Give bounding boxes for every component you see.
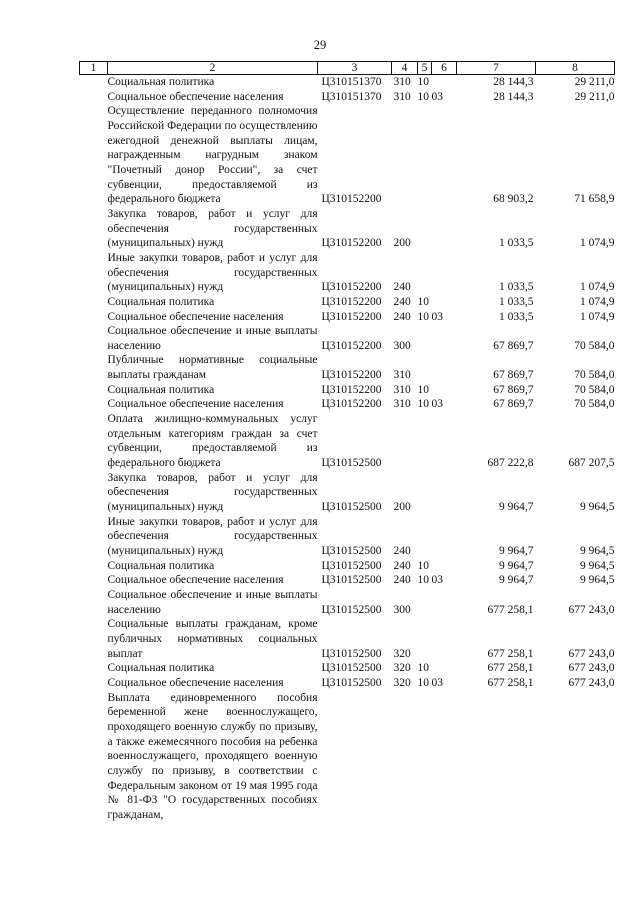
- row-subsection: [432, 515, 457, 559]
- row-amount-col8: 70 584,0: [574, 339, 615, 352]
- row-target-code: Ц310152500: [321, 501, 382, 514]
- header-row: [80, 62, 615, 75]
- row-name: Социальная политика: [107, 383, 215, 396]
- row-amount-col8: 677 243,0: [568, 662, 615, 675]
- row-subsection: [432, 295, 457, 310]
- row-amount-col8: [536, 691, 615, 823]
- header-col-2: 2: [108, 62, 318, 75]
- row-subsection: [432, 104, 457, 207]
- row-target-code: Ц310152200: [321, 339, 382, 352]
- table-row: [80, 383, 615, 398]
- row-expense-type: 200: [393, 237, 411, 250]
- row-section: 10: [417, 398, 429, 411]
- row-expense-type: [392, 412, 418, 471]
- row-target-code: Ц310152500: [321, 647, 382, 660]
- header-col-5: 5: [418, 62, 432, 75]
- row-amount-col7: 687 222,8: [487, 457, 534, 470]
- row-subsection: [432, 471, 457, 515]
- row-expense-type: 320: [393, 676, 411, 689]
- row-section: [418, 412, 432, 471]
- row-name: Социальное обеспечение населения: [107, 310, 284, 323]
- row-name: Публичные нормативные социальные выплаты гражданам: [107, 354, 318, 382]
- row-expense-type: 240: [393, 310, 411, 323]
- row-amount-col7: 9 964,7: [499, 574, 534, 587]
- row-section: [418, 251, 432, 295]
- table-row: [80, 573, 615, 588]
- row-index-cell: [80, 471, 108, 515]
- row-name: Социальная политика: [107, 295, 215, 308]
- row-section: [418, 617, 432, 661]
- table-row: [80, 691, 615, 823]
- row-expense-type: 240: [393, 559, 411, 572]
- table-row: [80, 104, 615, 207]
- row-name: Выплата единовременного пособия беременной жене военнослужащего, проходящего военную службу по призыву, а также ежемесячного пособия на ребенка военнослужащего, проходящего военную службу по призыву, в соответствии с Федеральным законом от 19 мая 1995 года № 81-ФЗ "О государственных пособиях гражданам,: [107, 691, 318, 821]
- row-subsection: [432, 353, 457, 382]
- page-number: 29: [313, 38, 327, 52]
- table-row: [80, 676, 615, 691]
- row-name: Осуществление переданного полномочия Российской Федерации по осуществлению ежегодной денежной выплаты лицам, награжденным нагрудным знаком "Почетный донор России", за счет субвенции, предоставляемой из федерального бюджета: [107, 105, 318, 206]
- row-expense-type: 310: [393, 383, 411, 396]
- table-row: [80, 90, 615, 105]
- row-section: [418, 588, 432, 617]
- row-target-code: Ц310151370: [321, 76, 382, 88]
- row-expense-type: [392, 104, 418, 207]
- table-row: [80, 324, 615, 353]
- row-section: 10: [417, 295, 429, 308]
- row-amount-col8: 70 584,0: [574, 398, 615, 411]
- table-row: [80, 397, 615, 412]
- row-name: Социальное обеспечение и иные выплаты населению: [107, 588, 318, 616]
- row-amount-col7: 9 964,7: [499, 545, 534, 557]
- row-name: Иные закупки товаров, работ и услуг для обеспечения государственных (муниципальных) нужд: [107, 515, 318, 557]
- row-section: 10: [417, 676, 429, 689]
- row-amount-col7: 1 033,5: [499, 295, 534, 308]
- row-index-cell: [80, 397, 108, 412]
- row-target-code: Ц310152200: [321, 193, 382, 206]
- row-expense-type: 310: [393, 398, 411, 411]
- row-target-code: Ц310152500: [321, 676, 382, 689]
- row-index-cell: [80, 90, 108, 105]
- row-amount-col8: 71 658,9: [574, 193, 615, 206]
- row-section: 10: [417, 76, 429, 88]
- row-expense-type: 240: [393, 545, 411, 557]
- row-name: Социальное обеспечение населения: [107, 574, 284, 587]
- row-index-cell: [80, 383, 108, 398]
- row-amount-col7: 9 964,7: [499, 501, 534, 514]
- row-expense-type: [392, 691, 418, 823]
- row-target-code: Ц310152500: [321, 574, 382, 587]
- header-col-8: 8: [536, 62, 615, 75]
- row-name: Иные закупки товаров, работ и услуг для обеспечения государственных (муниципальных) нужд: [107, 251, 318, 294]
- row-subsection: [432, 207, 457, 251]
- header-col-4: 4: [392, 62, 418, 75]
- row-section: 10: [417, 662, 429, 675]
- row-target-code: Ц310152200: [321, 281, 382, 294]
- row-name: Социальное обеспечение населения: [107, 398, 284, 411]
- row-expense-type: 200: [393, 501, 411, 514]
- table-row: [80, 310, 615, 325]
- row-target-code: Ц310152500: [321, 559, 382, 572]
- header-col-6: 6: [432, 62, 457, 75]
- row-expense-type: 320: [393, 662, 411, 675]
- row-expense-type: 240: [393, 281, 411, 294]
- row-subsection: 03: [431, 398, 443, 411]
- row-index-cell: [80, 412, 108, 471]
- table-row: [80, 515, 615, 559]
- row-index-cell: [80, 588, 108, 617]
- row-amount-col7: 28 144,3: [493, 90, 534, 103]
- row-amount-col8: 1 074,9: [580, 281, 615, 294]
- row-index-cell: [80, 310, 108, 325]
- row-name: Социальное обеспечение населения: [107, 90, 284, 103]
- row-index-cell: [80, 353, 108, 382]
- row-name: Социальная политика: [107, 662, 215, 675]
- table-body: [80, 75, 615, 823]
- row-index-cell: [80, 515, 108, 559]
- row-amount-col8: 1 074,9: [580, 295, 615, 308]
- row-expense-type: 300: [393, 603, 411, 616]
- row-section: [418, 324, 432, 353]
- row-subsection: [432, 251, 457, 295]
- row-subsection: [432, 75, 457, 90]
- row-amount-col7: 68 903,2: [493, 193, 534, 206]
- row-amount-col7: 1 033,5: [499, 281, 534, 294]
- row-section: [418, 207, 432, 251]
- row-name: Социальное обеспечение населения: [107, 676, 284, 689]
- row-section: 10: [417, 574, 429, 587]
- table-row: [80, 617, 615, 661]
- table-row: [80, 207, 615, 251]
- row-amount-col7: 1 033,5: [499, 310, 534, 323]
- row-section: [418, 104, 432, 207]
- row-amount-col8: 1 074,9: [580, 310, 615, 323]
- table-row: [80, 251, 615, 295]
- row-amount-col8: 677 243,0: [568, 603, 615, 616]
- row-subsection: [432, 691, 457, 823]
- row-amount-col7: 67 869,7: [493, 339, 534, 352]
- row-subsection: 03: [431, 574, 443, 587]
- row-target-code: Ц310152200: [321, 295, 382, 308]
- row-index-cell: [80, 104, 108, 207]
- row-amount-col8: 9 964,5: [580, 545, 615, 557]
- row-expense-type: 240: [393, 295, 411, 308]
- row-index-cell: [80, 324, 108, 353]
- row-section: [418, 515, 432, 559]
- row-amount-col7: 67 869,7: [493, 383, 534, 396]
- table-row: [80, 412, 615, 471]
- row-target-code: Ц310152200: [321, 398, 382, 411]
- row-amount-col8: 9 964,5: [580, 559, 615, 572]
- row-index-cell: [80, 617, 108, 661]
- table-row: [80, 75, 615, 90]
- row-index-cell: [80, 676, 108, 691]
- row-subsection: [432, 661, 457, 676]
- header-col-3: 3: [318, 62, 392, 75]
- row-amount-col7: [457, 691, 536, 823]
- row-subsection: [432, 412, 457, 471]
- row-subsection: 03: [431, 90, 443, 103]
- row-amount-col7: 677 258,1: [487, 603, 534, 616]
- table-row: [80, 471, 615, 515]
- row-target-code: [318, 691, 392, 823]
- row-amount-col8: 677 243,0: [568, 676, 615, 689]
- table-header: [80, 62, 615, 75]
- row-section: 10: [417, 383, 429, 396]
- row-amount-col8: 9 964,5: [580, 574, 615, 587]
- row-target-code: Ц310152200: [321, 237, 382, 250]
- row-target-code: Ц310152200: [321, 310, 382, 323]
- row-amount-col7: 677 258,1: [487, 662, 534, 675]
- row-expense-type: 240: [393, 574, 411, 587]
- row-subsection: 03: [431, 676, 443, 689]
- row-amount-col7: 28 144,3: [493, 76, 534, 88]
- header-col-1: 1: [80, 62, 108, 75]
- row-amount-col7: 1 033,5: [499, 237, 534, 250]
- row-subsection: [432, 617, 457, 661]
- row-index-cell: [80, 661, 108, 676]
- row-amount-col8: 70 584,0: [574, 383, 615, 396]
- header-col-7: 7: [457, 62, 536, 75]
- table-row: [80, 661, 615, 676]
- row-target-code: Ц310152200: [321, 383, 382, 396]
- row-amount-col7: 67 869,7: [493, 398, 534, 411]
- row-target-code: Ц310152500: [321, 545, 382, 557]
- row-index-cell: [80, 75, 108, 90]
- row-section: [418, 353, 432, 382]
- table-row: [80, 295, 615, 310]
- budget-table: [79, 61, 615, 822]
- row-section: 10: [417, 90, 429, 103]
- row-section: 10: [417, 559, 429, 572]
- row-amount-col8: 687 207,5: [568, 457, 615, 470]
- row-subsection: [432, 559, 457, 574]
- row-amount-col8: 9 964,5: [580, 501, 615, 514]
- row-expense-type: 310: [393, 369, 411, 382]
- row-amount-col7: 677 258,1: [487, 647, 534, 660]
- row-target-code: Ц310152500: [321, 662, 382, 675]
- row-amount-col7: 677 258,1: [487, 676, 534, 689]
- row-expense-type: 300: [393, 339, 411, 352]
- row-section: 10: [417, 310, 429, 323]
- row-name: Закупка товаров, работ и услуг для обеспечения государственных (муниципальных) нужд: [107, 207, 318, 250]
- row-index-cell: [80, 559, 108, 574]
- row-index-cell: [80, 207, 108, 251]
- row-amount-col8: 29 211,0: [574, 76, 615, 88]
- row-subsection: [432, 383, 457, 398]
- row-amount-col8: 70 584,0: [574, 369, 615, 382]
- row-amount-col7: 9 964,7: [499, 559, 534, 572]
- row-amount-col8: 677 243,0: [568, 647, 615, 660]
- row-subsection: [432, 324, 457, 353]
- row-name: Социальные выплаты гражданам, кроме публичных нормативных социальных выплат: [107, 618, 318, 660]
- row-amount-col8: 29 211,0: [574, 90, 615, 103]
- row-index-cell: [80, 573, 108, 588]
- row-subsection: 03: [431, 310, 443, 323]
- row-section: [418, 691, 432, 823]
- row-amount-col7: 67 869,7: [493, 369, 534, 382]
- row-subsection: [432, 588, 457, 617]
- row-name: Оплата жилищно-коммунальных услуг отдельным категориям граждан за счет субвенции, предоставляемой из федерального бюджета: [107, 413, 318, 470]
- row-target-code: Ц310152500: [321, 603, 382, 616]
- row-expense-type: 310: [393, 90, 411, 103]
- row-expense-type: 310: [393, 76, 411, 88]
- row-name: Социальное обеспечение и иные выплаты населению: [107, 325, 318, 352]
- row-target-code: Ц310152200: [321, 369, 382, 382]
- row-target-code: Ц310152500: [321, 457, 382, 470]
- table-row: [80, 588, 615, 617]
- row-name: Социальная политика: [107, 76, 215, 88]
- row-expense-type: 320: [393, 647, 411, 660]
- table-row: [80, 559, 615, 574]
- row-index-cell: [80, 691, 108, 823]
- table-row: [80, 353, 615, 382]
- row-amount-col8: 1 074,9: [580, 237, 615, 250]
- row-target-code: Ц310151370: [321, 90, 382, 103]
- row-name: Закупка товаров, работ и услуг для обеспечения государственных (муниципальных) нужд: [107, 471, 318, 514]
- row-index-cell: [80, 295, 108, 310]
- row-section: [418, 471, 432, 515]
- row-name: Социальная политика: [107, 559, 215, 572]
- row-index-cell: [80, 251, 108, 295]
